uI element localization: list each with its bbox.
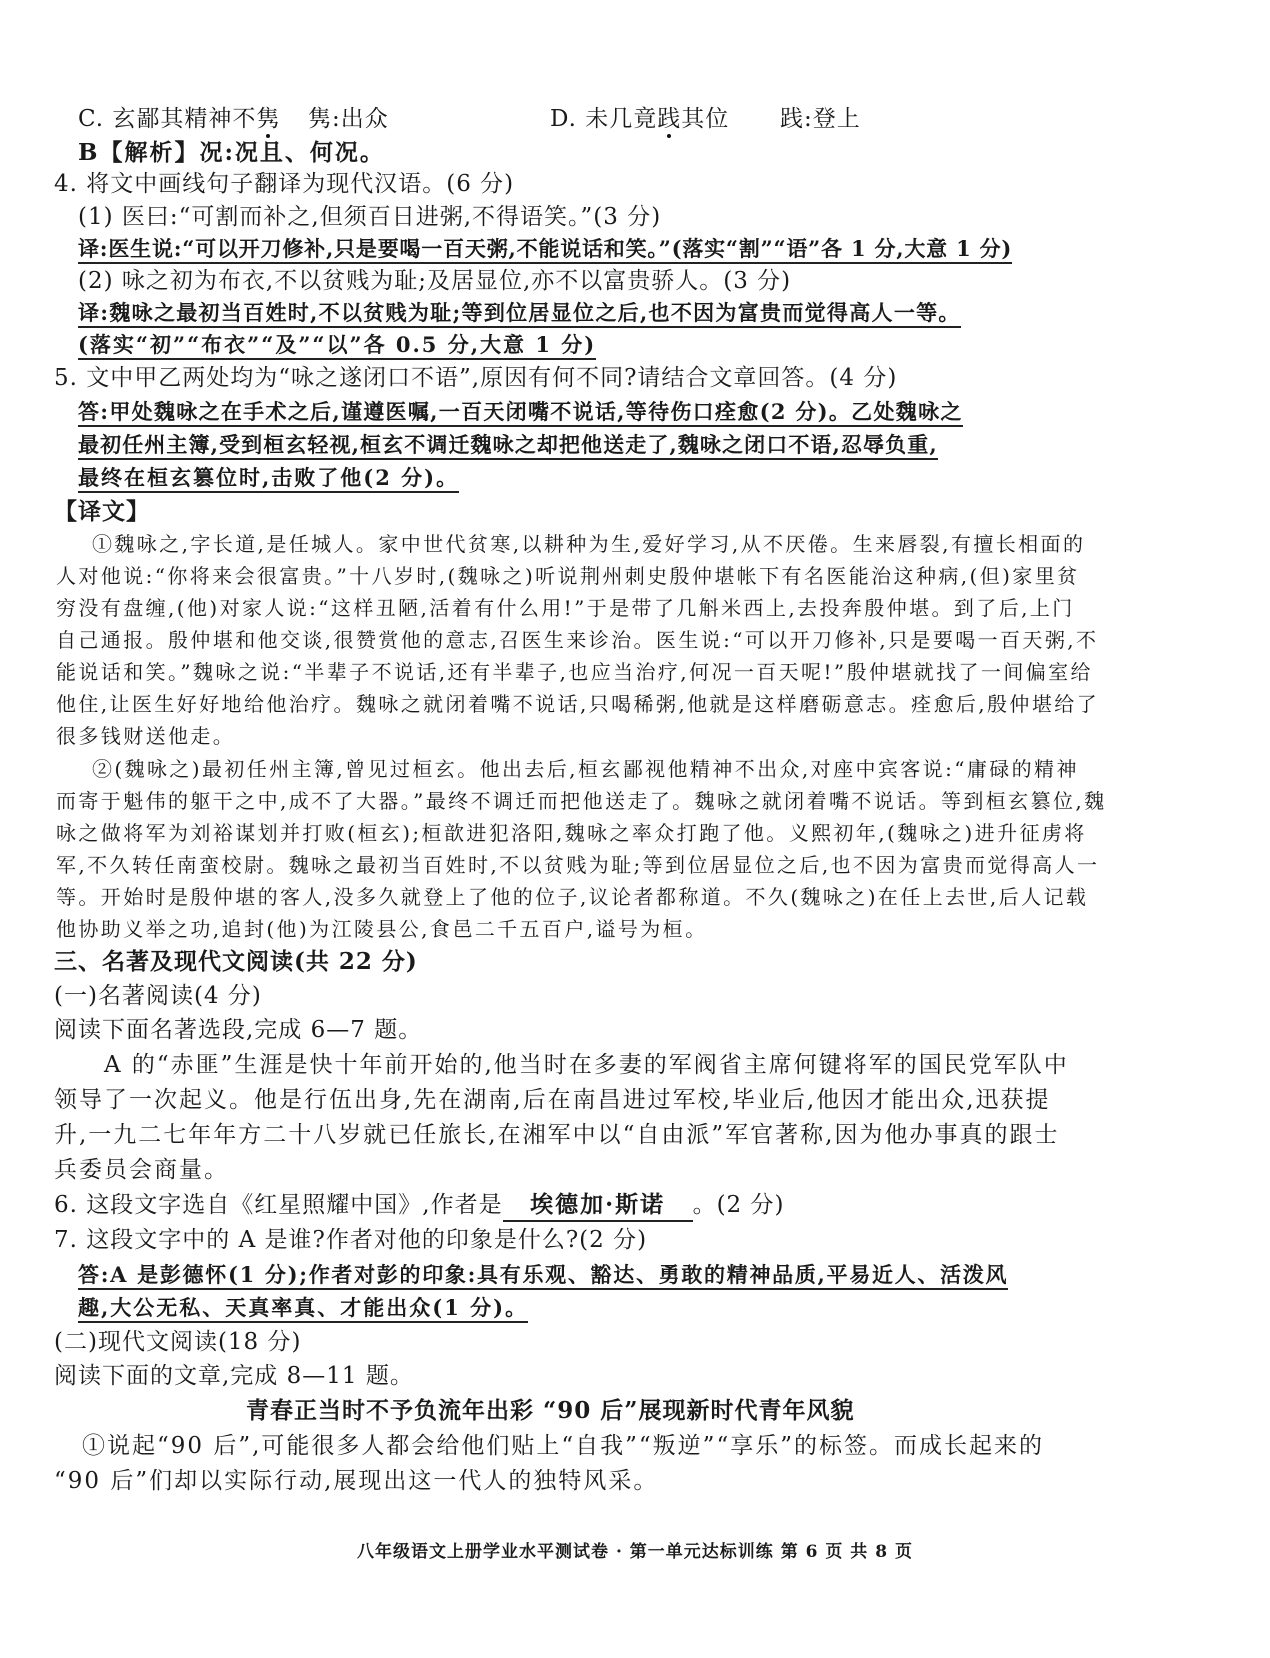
part2-instruction: 阅读下面的文章,完成 8—11 题。 [54, 1363, 414, 1389]
part2-heading: (二)现代文阅读(18 分) [54, 1329, 302, 1355]
q6 [54, 1190, 784, 1222]
q4-answer-2-line-2 [78, 330, 596, 360]
q6-suffix: 。(2 分) [692, 1192, 785, 1218]
q4-sentence-2: (2) 咏之初为布衣,不以贫贱为耻;及居显位,亦不以富贵骄人。(3 分) [78, 268, 792, 294]
q7-answer-text-1: 答:A 是彭德怀(1 分);作者对彭的印象:具有乐观、豁达、勇敢的精神品质,平易近人、活泼风 [78, 1262, 1008, 1290]
q5-stem: 5. 文中甲乙两处均为“咏之遂闭口不语”,原因有何不同?请结合文章回答。(4 分) [54, 365, 898, 391]
option-d-gloss: 践:登上 [780, 106, 861, 132]
translation-p2-line: 咏之做将军为刘裕谋划并打败(桓玄);桓歆进犯洛阳,魏咏之率众打跑了他。义熙初年,(魏咏之)进升征虏将 [56, 821, 1087, 845]
option-d-suffix: 其位 [681, 106, 730, 132]
translation-p2-line: 而寄于魁伟的躯干之中,成不了大器。”最终不调迁而把他送走了。魏咏之就闭着嘴不说话。等到桓玄篡位,魏 [56, 789, 1107, 813]
translation-heading: 【译文】 [54, 498, 150, 525]
part1-instruction: 阅读下面名著选段,完成 6—7 题。 [54, 1017, 423, 1043]
article-paragraph-line: ①说起“90 后”,可能很多人都会给他们贴上“自我”“叛逆”“享乐”的标签。而成长起来的 [82, 1433, 1044, 1459]
q5-answer-text-1: 答:甲处魏咏之在手术之后,谨遵医嘱,一百天闭嘴不说话,等待伤口痊愈(2 分)。乙处魏咏之 [78, 399, 963, 427]
q4-answer-1-text: 译:医生说:“可以开刀修补,只是要喝一百天粥,不能说话和笑。”(落实“割”“语”各 1 分,大意 1 分) [78, 236, 1012, 264]
article-paragraph-line: “90 后”们却以实际行动,展现出这一代人的独特风采。 [54, 1468, 659, 1494]
option-d [550, 104, 729, 134]
option-d-text: D. 未几竟 [550, 106, 658, 132]
translation-p1-line: 能说话和笑。”魏咏之说:“半辈子不说话,还有半辈子,也应当治疗,何况一百天呢!”殷仲堪就找了一间偏室给 [56, 660, 1093, 684]
excerpt-line: 领导了一次起义。他是行伍出身,先在湖南,后在南昌进过军校,毕业后,他因才能出众,迅获提 [54, 1087, 1051, 1113]
translation-p1-line: 很多钱财送他走。 [56, 724, 236, 748]
option-c-gloss: 隽:出众 [308, 106, 389, 132]
q7-answer-text-2: 趣,大公无私、天真率真、才能出众(1 分)。 [78, 1295, 528, 1323]
q5-answer-line-3 [78, 463, 459, 493]
excerpt-line: 升,一九二七年年方二十八岁就已任旅长,在湘军中以“自由派”军官著称,因为他办事真的跟士 [54, 1122, 1060, 1148]
q5-answer-line-2 [78, 430, 938, 460]
translation-p1-line: 自己通报。殷仲堪和他交谈,很赞赏他的意志,召医生来诊治。医生说:“可以开刀修补,只是要喝一百天粥,不 [56, 628, 1099, 652]
option-c-text: C. 玄鄙其精神不 [78, 106, 257, 132]
page-footer: 八年级语文上册学业水平测试卷 · 第一单元达标训练 第 6 页 共 8 页 [357, 1542, 913, 1562]
translation-p2-line: ②(魏咏之)最初任州主簿,曾见过桓玄。他出去后,桓玄鄙视他精神不出众,对座中宾客说:“庸碌的精神 [92, 757, 1079, 781]
q5-answer-text-2: 最初任州主簿,受到桓玄轻视,桓玄不调迁魏咏之却把他送走了,魏咏之闭口不语,忍辱负重, [78, 432, 938, 460]
option-c-dotted-char: 隽 [256, 106, 281, 132]
excerpt-line: 兵委员会商量。 [54, 1157, 229, 1183]
translation-p1-line: 人对他说:“你将来会很富贵。”十八岁时,(魏咏之)听说荆州刺史殷仲堪帐下有名医能治这种病,(但)家里贫 [56, 564, 1080, 588]
translation-p1-line: 他住,让医生好好地给他治疗。魏咏之就闭着嘴不说话,只喝稀粥,他就是这样磨砺意志。痊愈后,殷仲堪给了 [56, 692, 1100, 716]
q5-answer-line-1 [78, 397, 963, 427]
section3-heading: 三、名著及现代文阅读(共 22 分) [54, 948, 418, 975]
article-title: 青春正当时不予负流年出彩 “90 后”展现新时代青年风貌 [246, 1397, 855, 1424]
q3-answer: B【解析】况:况且、何况。 [78, 139, 385, 166]
q4-answer-2-text-2: (落实“初”“布衣”“及”“以”各 0.5 分,大意 1 分) [78, 332, 596, 360]
option-d-dotted-char: 践 [657, 106, 682, 132]
q4-stem: 4. 将文中画线句子翻译为现代汉语。(6 分) [54, 171, 515, 197]
q7-stem: 7. 这段文字中的 A 是谁?作者对他的印象是什么?(2 分) [54, 1227, 648, 1253]
q4-sentence-1: (1) 医曰:“可割而补之,但须百日进粥,不得语笑。”(3 分) [78, 204, 662, 230]
excerpt-line: A 的“赤匪”生涯是快十年前开始的,他当时在多妻的军阀省主席何键将军的国民党军队中 [104, 1052, 1069, 1078]
q7-answer-line-2 [78, 1293, 528, 1323]
q6-text: 6. 这段文字选自《红星照耀中国》,作者是 [54, 1192, 503, 1218]
option-c [78, 104, 280, 134]
q7-answer-line-1 [78, 1260, 1008, 1290]
translation-p2-line: 他协助义举之功,追封(他)为江陵县公,食邑二千五百户,谥号为桓。 [56, 917, 708, 941]
translation-p2-line: 等。开始时是殷仲堪的客人,没多久就登上了他的位子,议论者都称道。不久(魏咏之)在任上去世,后人记载 [56, 885, 1089, 909]
q4-answer-2-line-1 [78, 298, 961, 328]
translation-p2-line: 军,不久转任南蛮校尉。魏咏之最初当百姓时,不以贫贱为耻;等到位居显位之后,也不因为富贵而觉得高人一 [56, 853, 1100, 877]
part1-heading: (一)名著阅读(4 分) [54, 983, 262, 1009]
translation-p1-line: 穷没有盘缠,(他)对家人说:“这样丑陋,活着有什么用!”于是带了几斛米西上,去投奔殷仲堪。到了后,上门 [56, 596, 1075, 620]
translation-p1-line: ①魏咏之,字长道,是任城人。家中世代贫寒,以耕种为生,爱好学习,从不厌倦。生来唇裂,有擅长相面的 [92, 532, 1086, 556]
q4-answer-1 [78, 234, 1012, 264]
q5-answer-text-3: 最终在桓玄篡位时,击败了他(2 分)。 [78, 465, 459, 493]
q4-answer-2-text-1: 译:魏咏之最初当百姓时,不以贫贱为耻;等到位居显位之后,也不因为富贵而觉得高人一等。 [78, 300, 961, 328]
q6-answer-blank: 埃德加·斯诺 [503, 1190, 693, 1222]
